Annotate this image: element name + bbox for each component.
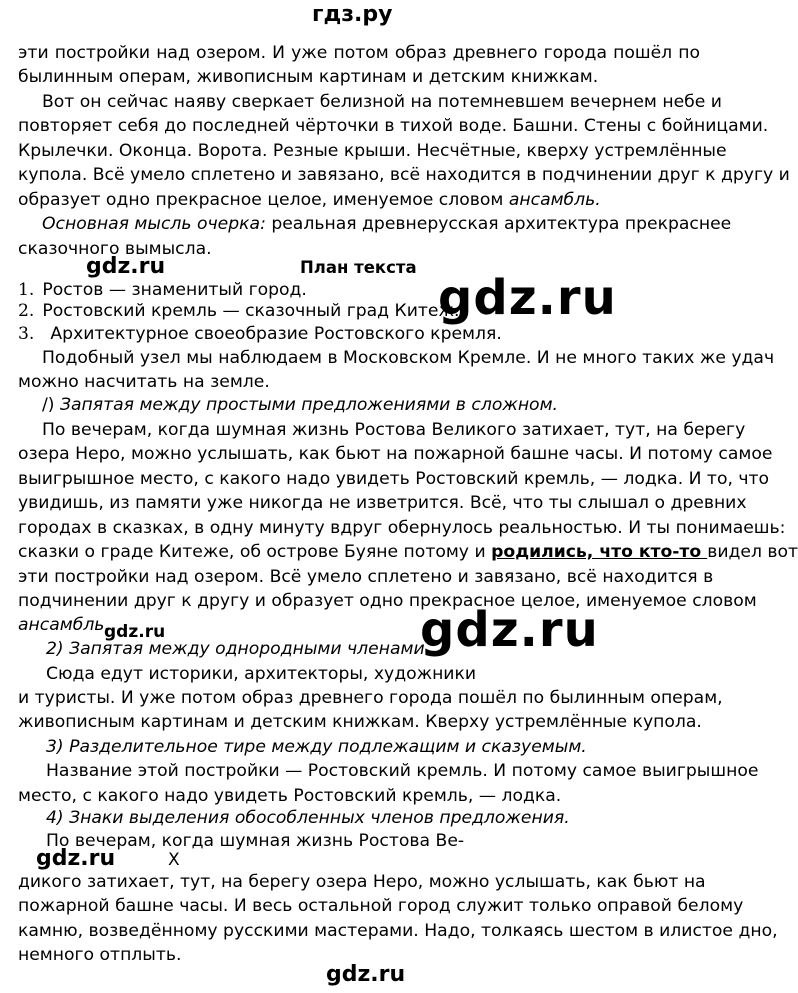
paragraph-line: городах в сказках, в одну минуту вдруг обернулось реальностью. И ты понимаешь: [18,518,786,538]
text-run: реальная древнерусская архитектура прекраснее [265,214,732,234]
watermark-small: gdz.ru [36,846,116,871]
section-heading: 4) Знаки выделения обособленных членов предложения. [46,808,570,828]
plan-item-text: Архитектурное своеобразие Ростовского кремля. [50,324,502,344]
highlighted-text: родились, что кто-то [491,542,708,562]
paragraph-line: выигрышное место, с какого надо увидеть Ростовский кремль, — лодка. И то, что [18,469,770,489]
watermark-bottom: gdz.ru [326,962,406,987]
paragraph-line [42,212,732,236]
section-heading [42,393,724,417]
correction-mark: X [168,850,180,870]
paragraph-line: можно насчитать на земле. [18,372,270,392]
plan-item-number: 1. [18,280,35,300]
paragraph-line: дикого затихает, тут, на берегу озера Неро, можно услышать, как бьют на [18,872,706,892]
plan-item [18,299,700,323]
paragraph-line: Подобный узел мы наблюдаем в Московском Кремле. И не много таких же удач [42,348,775,368]
heading-number: /) [42,395,55,415]
paragraph-line: эти постройки над озером. И уже потом образ древнего города пошёл по [18,43,700,63]
section-heading: 3) Разделительное тире между подлежащим и сказуемым. [46,737,587,757]
plan-item [18,322,700,346]
paragraph-line [18,188,700,212]
paragraph-line: Сюда едут историки, архитекторы, художники [46,664,477,684]
watermark-large: gdz.ru [438,270,617,326]
watermark-small: gdz.ru [104,622,166,642]
paragraph-line: эти постройки над озером. Всё умело сплетено и завязано, всё находится в [18,567,714,587]
paragraph-line: былинным операм, живописным картинам и детским книжкам. [18,67,599,87]
paragraph-line [18,540,798,564]
paragraph-line: повторяет себя до последней чёрточки в тихой воде. Башни. Стены с бойницами. [18,116,769,136]
paragraph-line: ансамбль. [18,615,110,635]
text-run: сказки о граде Китеже, об острове Буяне потому и [18,542,492,562]
emphasis-text: ансамбль. [508,190,601,210]
paragraph-line: Крылечки. Оконца. Ворота. Резные крыши. Несчётные, кверху устремлённые [18,141,727,161]
text-run: образует одно прекрасное целое, именуемое словом [18,190,509,210]
paragraph-line: Название этой постройки — Ростовский кремль. И потому самое выигрышное [46,761,759,781]
paragraph-line: немного отплыть. [18,945,182,965]
paragraph-line: пожарной башне часы. И весь остальной город служит только оправой белому [18,896,744,916]
plan-item-text: Ростов — знаменитый город. [42,280,307,300]
text-run: видел вот [707,542,798,562]
emphasis-text: Основная мысль очерка: [42,214,266,234]
plan-item-number: 2. [18,301,35,321]
watermark-small: gdz.ru [86,254,166,279]
watermark-large: gdz.ru [420,602,599,658]
paragraph-line: сказочного вымысла. [18,239,212,259]
paragraph-line: купола. Всё умело сплетено и завязано, всё находится в подчинении друг к другу и [18,165,790,185]
paragraph-line: место, с какого надо увидеть Ростовский кремль, — лодка. [18,786,562,806]
section-heading: 2) Запятая между однородными членами. [46,639,431,659]
paragraph-line: камню, возведённому русскими мастерами. Надо, толкаясь шестом в илистое дно, [18,921,778,941]
paragraph-line: По вечерам, когда шумная жизнь Ростова Великого затихает, тут, на берегу [42,420,746,440]
paragraph-line: озера Неро, можно услышать, как бьют на пожарной башне часы. И потому самое [18,444,773,464]
paragraph-line: По вечерам, когда шумная жизнь Ростова Ве- [46,831,465,851]
paragraph-line: подчинении друг к другу и образует одно прекрасное целое, именуемое словом [18,591,757,611]
plan-title: План текста [300,258,417,277]
paragraph-line: и туристы. И уже потом образ древнего города пошёл по былинным операм, [18,688,723,708]
paragraph-line: увидишь, из памяти уже никогда не изветрится. Всё, что ты слышал о древних [18,493,747,513]
paragraph-line: Вот он сейчас наяву сверкает белизной на потемневшем вечернем небе и [42,92,722,112]
plan-item-number: 3. [18,324,35,344]
heading-text: Запятая между простыми предложениями в сложном. [54,395,558,415]
watermark-top: гдз.ру [312,2,393,27]
paragraph-line: живописным картинам и детским книжкам. Кверху устремлённые купола. [18,712,702,732]
plan-item-text: Ростовский кремль — сказочный град Китеж. [42,301,460,321]
